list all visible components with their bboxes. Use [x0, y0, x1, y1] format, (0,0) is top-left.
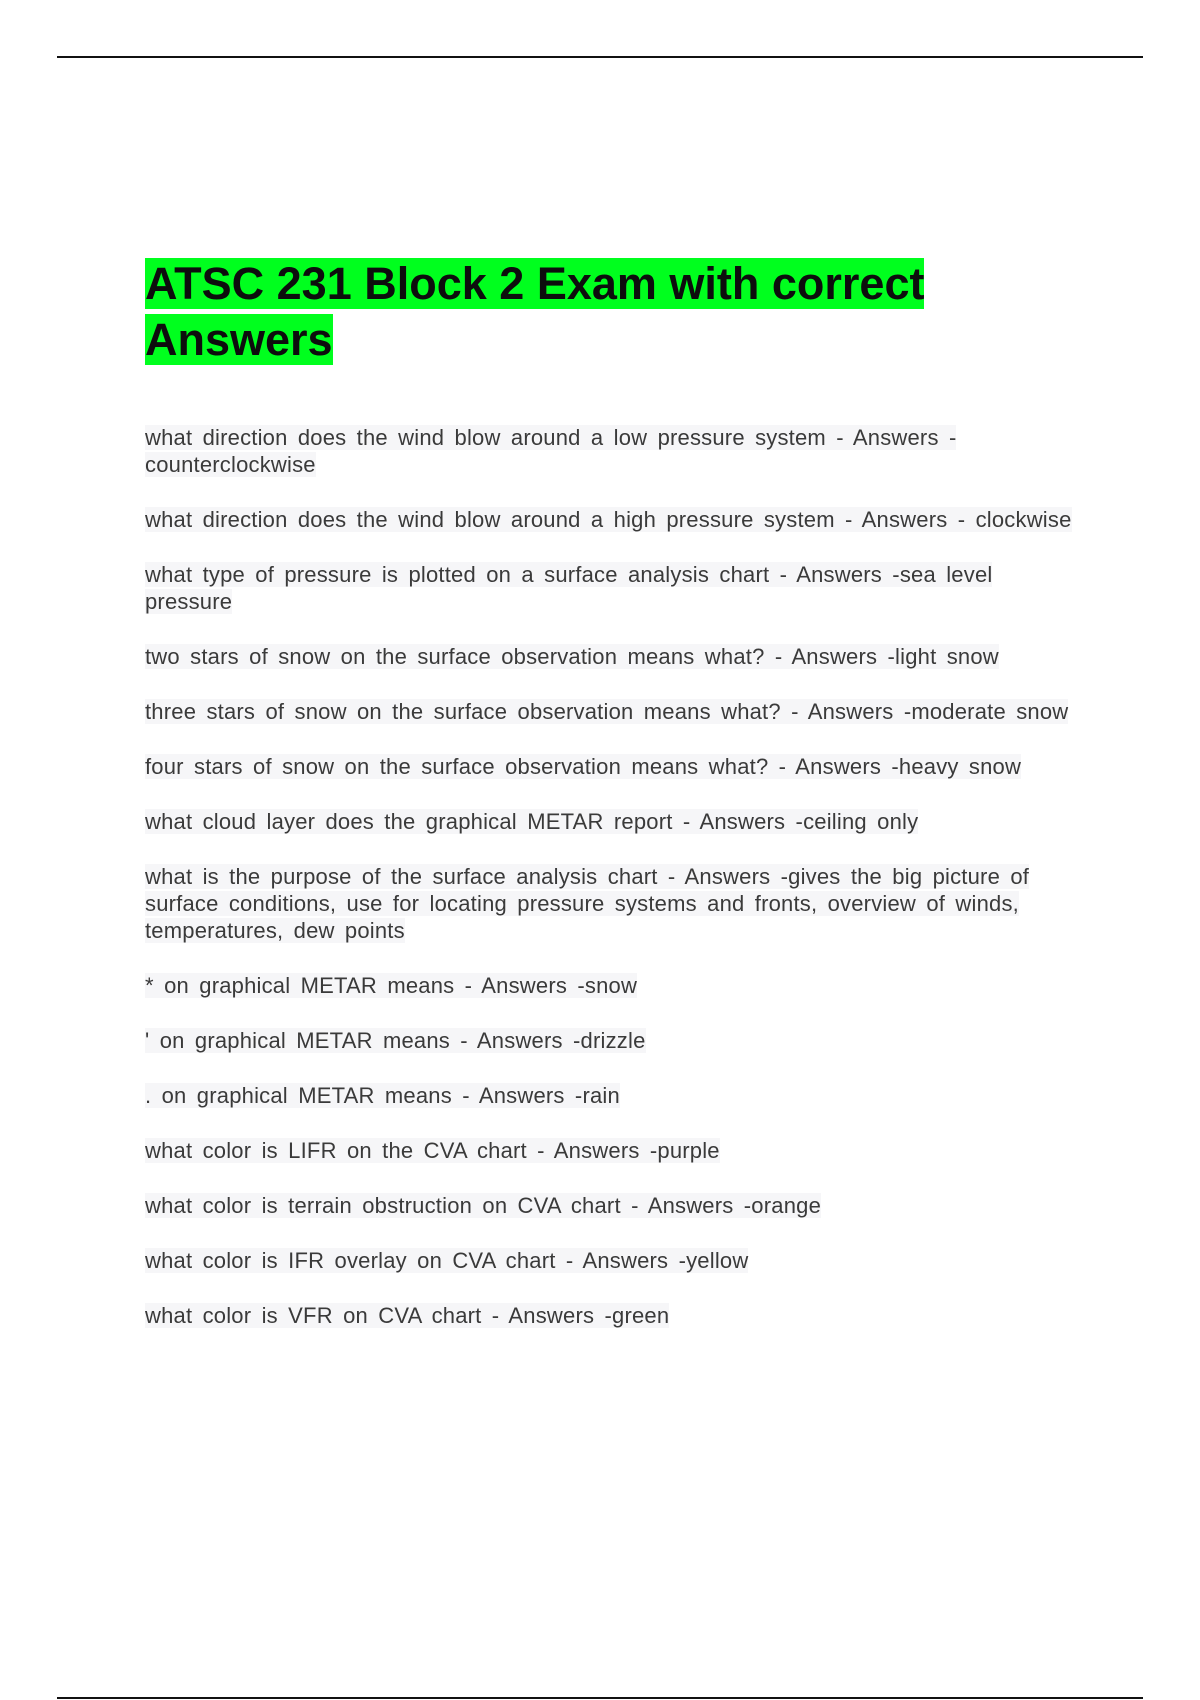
qa-text: what is the purpose of the surface analysis chart - Answers -gives the big picture of surface conditions, use for locating pressure systems and fronts, overview of winds, temperatures, dew points: [145, 864, 1030, 943]
qa-item: [145, 643, 1080, 670]
qa-item: [145, 972, 1080, 999]
qa-item: [145, 1082, 1080, 1109]
qa-item: [145, 863, 1080, 944]
qa-text: * on graphical METAR means - Answers -snow: [145, 973, 638, 998]
document-title: [145, 256, 1005, 368]
qa-text: four stars of snow on the surface observation means what? - Answers -heavy snow: [145, 754, 1022, 779]
qa-text: three stars of snow on the surface observation means what? - Answers -moderate snow: [145, 699, 1069, 724]
qa-text: ' on graphical METAR means - Answers -drizzle: [145, 1028, 646, 1053]
qa-item: [145, 424, 1080, 478]
qa-item: [145, 1192, 1080, 1219]
qa-item: [145, 753, 1080, 780]
qa-text: what color is terrain obstruction on CVA chart - Answers -orange: [145, 1193, 822, 1218]
qa-text: what direction does the wind blow around a low pressure system - Answers - counterclockwise: [145, 425, 957, 477]
top-rule: [57, 56, 1143, 58]
title-block: [145, 256, 1005, 368]
qa-item: [145, 1302, 1080, 1329]
qa-text: . on graphical METAR means - Answers -rain: [145, 1083, 620, 1108]
qa-item: [145, 1247, 1080, 1274]
title-highlight: ATSC 231 Block 2 Exam with correct Answers: [145, 258, 925, 365]
qa-text: two stars of snow on the surface observation means what? - Answers -light snow: [145, 644, 999, 669]
qa-item: [145, 506, 1080, 533]
qa-text: what direction does the wind blow around a high pressure system - Answers - clockwise: [145, 507, 1072, 532]
qa-text: what color is IFR overlay on CVA chart - Answers -yellow: [145, 1248, 749, 1273]
bottom-rule: [57, 1697, 1143, 1699]
qa-text: what color is LIFR on the CVA chart - Answers -purple: [145, 1138, 720, 1163]
qa-text: what type of pressure is plotted on a surface analysis chart - Answers -sea level pressure: [145, 562, 993, 614]
qa-item: [145, 808, 1080, 835]
qa-item: [145, 561, 1080, 615]
qa-item: [145, 698, 1080, 725]
qa-list: [145, 424, 1080, 1357]
qa-text: what color is VFR on CVA chart - Answers -green: [145, 1303, 670, 1328]
qa-text: what cloud layer does the graphical METAR report - Answers -ceiling only: [145, 809, 919, 834]
qa-item: [145, 1137, 1080, 1164]
qa-item: [145, 1027, 1080, 1054]
